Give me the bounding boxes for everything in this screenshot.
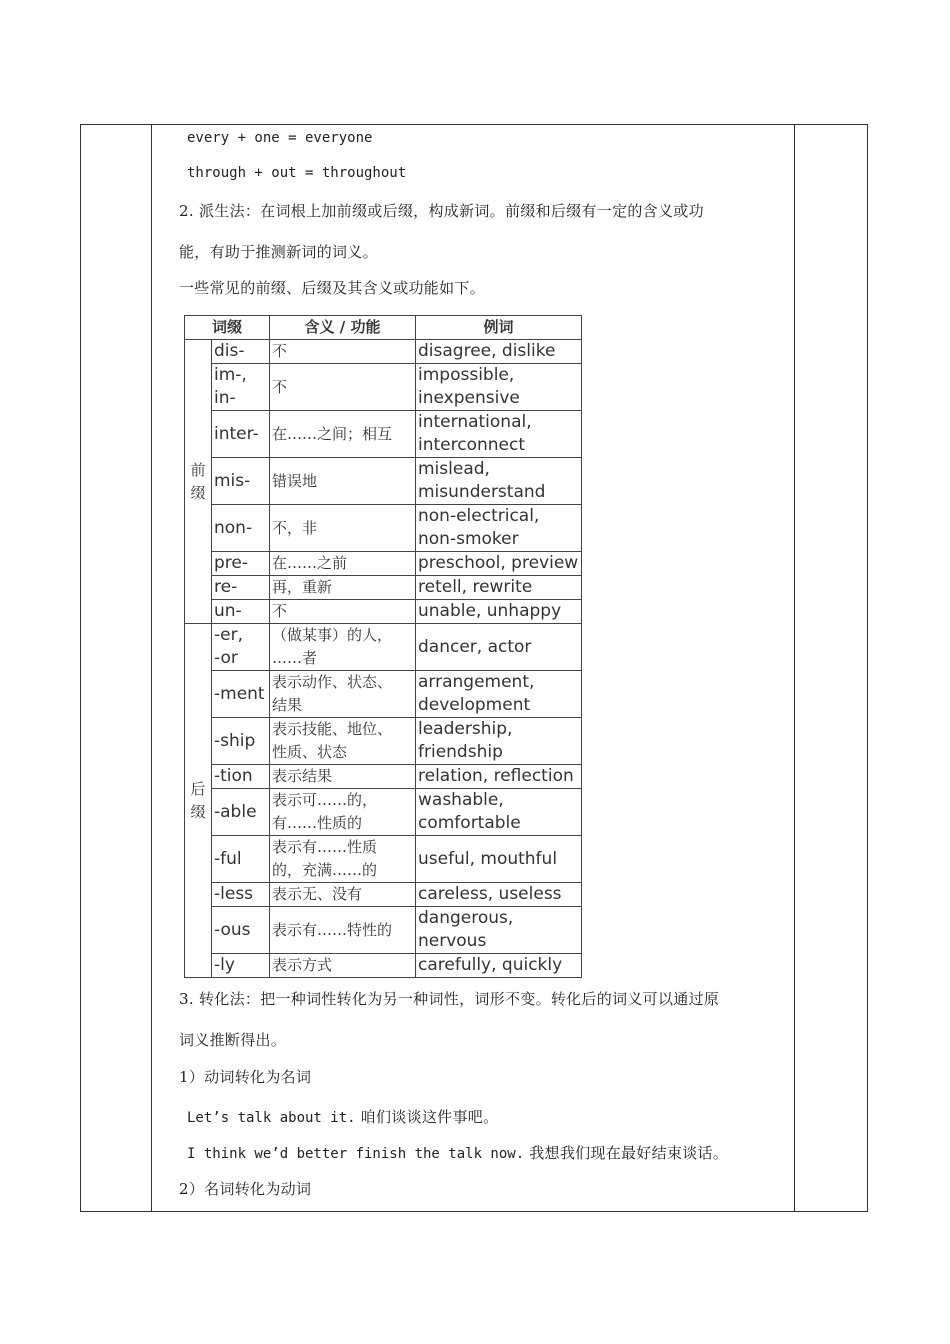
- table-row: [185, 458, 582, 505]
- examples-cell: useful, mouthful: [416, 836, 582, 883]
- table-row: [185, 364, 582, 411]
- affix-intro: 一些常见的前缀、后缀及其含义或功能如下。: [179, 279, 486, 297]
- meaning-cell: 表示方式: [270, 954, 416, 978]
- noun-to-verb-heading: 2）名词转化为动词: [179, 1180, 312, 1198]
- meaning-cell: （做某事）的人， ……者: [270, 624, 416, 671]
- affix-cell: -ful: [212, 836, 270, 883]
- conversion-heading: 3. 转化法：把一种词性转化为另一种词性，词形不变。转化后的词义可以通过原: [179, 990, 720, 1008]
- affix-cell: -ment: [212, 671, 270, 718]
- table-row: [185, 600, 582, 624]
- conversion-continued: 词义推断得出。: [179, 1031, 287, 1049]
- examples-cell: international, interconnect: [416, 411, 582, 458]
- left-column-divider: [151, 125, 152, 1211]
- header-affix: 词缀: [185, 316, 270, 340]
- example-compound-everyone: every + one = everyone: [187, 130, 373, 146]
- examples-cell: careless, useless: [416, 883, 582, 907]
- affix-cell: dis-: [212, 340, 270, 364]
- table-row: [185, 576, 582, 600]
- table-row: [185, 789, 582, 836]
- affix-table-body: [185, 340, 582, 978]
- table-row: [185, 411, 582, 458]
- affix-cell: -able: [212, 789, 270, 836]
- table-row: [185, 340, 582, 364]
- table-row: [185, 765, 582, 789]
- affix-cell: re-: [212, 576, 270, 600]
- table-row: [185, 836, 582, 883]
- table-row: [185, 505, 582, 552]
- meaning-cell: 不: [270, 364, 416, 411]
- table-row: [185, 671, 582, 718]
- meaning-cell: 在……之前: [270, 552, 416, 576]
- examples-cell: disagree, dislike: [416, 340, 582, 364]
- examples-cell: unable, unhappy: [416, 600, 582, 624]
- example-sentence-1-en: Let’s talk about it.: [187, 1110, 356, 1126]
- derivation-heading: 2. 派生法：在词根上加前缀或后缀，构成新词。前缀和后缀有一定的含义或功: [179, 202, 704, 220]
- affix-cell: inter-: [212, 411, 270, 458]
- affix-cell: -ous: [212, 907, 270, 954]
- meaning-cell: 表示可……的， 有……性质的: [270, 789, 416, 836]
- derivation-continued: 能，有助于推测新词的词义。: [179, 243, 378, 261]
- table-row: [185, 954, 582, 978]
- example-sentence-2-cn: 我想我们现在最好结束谈话。: [529, 1144, 729, 1162]
- affix-cell: -er, -or: [212, 624, 270, 671]
- meaning-cell: 表示技能、地位、 性质、状态: [270, 718, 416, 765]
- example-compound-throughout: through + out = throughout: [187, 165, 407, 181]
- examples-cell: mislead, misunderstand: [416, 458, 582, 505]
- meaning-cell: 表示结果: [270, 765, 416, 789]
- meaning-cell: 表示无、没有: [270, 883, 416, 907]
- meaning-cell: 不: [270, 340, 416, 364]
- right-column-divider: [794, 125, 795, 1211]
- examples-cell: relation, reflection: [416, 765, 582, 789]
- affix-cell: un-: [212, 600, 270, 624]
- examples-cell: non-electrical, non-smoker: [416, 505, 582, 552]
- header-meaning: 含义 / 功能: [270, 316, 416, 340]
- affix-cell: -less: [212, 883, 270, 907]
- meaning-cell: 表示有……性质 的，充满……的: [270, 836, 416, 883]
- examples-cell: impossible, inexpensive: [416, 364, 582, 411]
- meaning-cell: 再，重新: [270, 576, 416, 600]
- examples-cell: washable, comfortable: [416, 789, 582, 836]
- prefix-group-label: 前 缀: [185, 340, 212, 624]
- meaning-cell: 在……之间；相互: [270, 411, 416, 458]
- table-row: [185, 718, 582, 765]
- table-row: [185, 624, 582, 671]
- examples-cell: dangerous, nervous: [416, 907, 582, 954]
- table-row: [185, 552, 582, 576]
- examples-cell: leadership, friendship: [416, 718, 582, 765]
- suffix-group-label: 后 缀: [185, 624, 212, 978]
- example-sentence-1-cn: 咱们谈谈这件事吧。: [360, 1108, 499, 1126]
- affix-table: [184, 315, 582, 978]
- meaning-cell: 表示有……特性的: [270, 907, 416, 954]
- meaning-cell: 表示动作、状态、 结果: [270, 671, 416, 718]
- table-row: [185, 907, 582, 954]
- affix-cell: mis-: [212, 458, 270, 505]
- header-examples: 例词: [416, 316, 582, 340]
- affix-cell: non-: [212, 505, 270, 552]
- table-row: [185, 883, 582, 907]
- example-sentence-2: [187, 1142, 728, 1163]
- meaning-cell: 错误地: [270, 458, 416, 505]
- meaning-cell: 不: [270, 600, 416, 624]
- examples-cell: arrangement, development: [416, 671, 582, 718]
- affix-cell: -ly: [212, 954, 270, 978]
- example-sentence-1: [187, 1106, 498, 1127]
- meaning-cell: 不，非: [270, 505, 416, 552]
- affix-cell: -ship: [212, 718, 270, 765]
- examples-cell: preschool, preview: [416, 552, 582, 576]
- affix-cell: pre-: [212, 552, 270, 576]
- examples-cell: carefully, quickly: [416, 954, 582, 978]
- examples-cell: dancer, actor: [416, 624, 582, 671]
- affix-cell: im-, in-: [212, 364, 270, 411]
- examples-cell: retell, rewrite: [416, 576, 582, 600]
- example-sentence-2-en: I think we’d better finish the talk now.: [187, 1146, 525, 1162]
- verb-to-noun-heading: 1）动词转化为名词: [179, 1068, 312, 1086]
- affix-cell: -tion: [212, 765, 270, 789]
- table-header-row: [185, 316, 582, 340]
